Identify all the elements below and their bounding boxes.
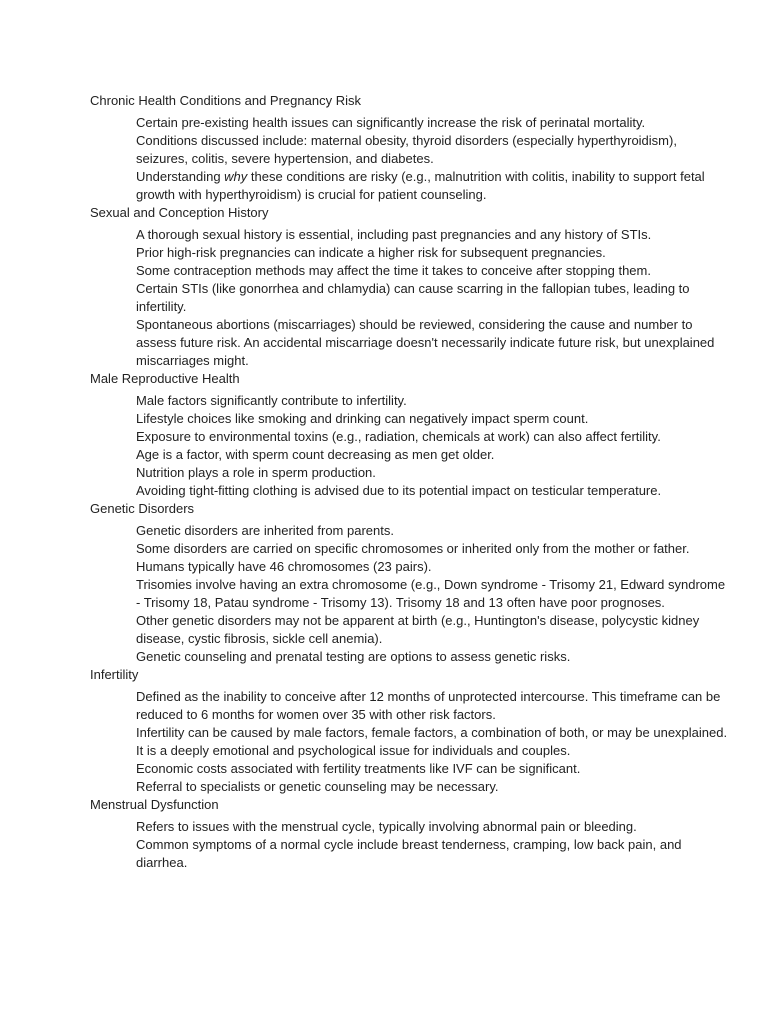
list-item: It is a deeply emotional and psychological issue for individuals and couples. bbox=[136, 743, 571, 758]
list-item bbox=[136, 168, 728, 204]
list-item: Common symptoms of a normal cycle include breast tenderness, cramping, low back pain, and diarrhea. bbox=[136, 837, 682, 870]
list-item: Certain STIs (like gonorrhea and chlamydia) can cause scarring in the fallopian tubes, leading to infertility. bbox=[136, 281, 690, 314]
list-item: Referral to specialists or genetic counseling may be necessary. bbox=[136, 779, 499, 794]
list-item: Nutrition plays a role in sperm production. bbox=[136, 465, 376, 480]
section-items bbox=[90, 818, 728, 872]
list-item: Certain pre-existing health issues can significantly increase the risk of perinatal mortality. bbox=[136, 115, 646, 130]
list-item: Age is a factor, with sperm count decreasing as men get older. bbox=[136, 447, 495, 462]
section-heading: Genetic Disorders bbox=[90, 501, 195, 516]
section-heading: Chronic Health Conditions and Pregnancy Risk bbox=[90, 93, 361, 108]
list-item: Lifestyle choices like smoking and drinking can negatively impact sperm count. bbox=[136, 411, 589, 426]
list-item: Male factors significantly contribute to infertility. bbox=[136, 393, 407, 408]
section-heading: Male Reproductive Health bbox=[90, 371, 240, 386]
list-item: Spontaneous abortions (miscarriages) should be reviewed, considering the cause and number to assess future risk. An accidental miscarriage doesn't necessarily indicate future risk, but unexplained miscarriages might. bbox=[136, 317, 715, 368]
text-segment: Understanding bbox=[136, 169, 225, 184]
section bbox=[90, 204, 728, 370]
section-heading: Menstrual Dysfunction bbox=[90, 797, 219, 812]
list-item: Economic costs associated with fertility treatments like IVF can be significant. bbox=[136, 761, 581, 776]
section bbox=[90, 666, 728, 796]
list-item: Conditions discussed include: maternal obesity, thyroid disorders (especially hyperthyroidism), seizures, colitis, severe hypertension, and diabetes. bbox=[136, 133, 677, 166]
list-item: Humans typically have 46 chromosomes (23 pairs). bbox=[136, 559, 432, 574]
list-item: Trisomies involve having an extra chromosome (e.g., Down syndrome - Trisomy 21, Edward syndrome - Trisomy 18, Patau syndrome - Trisomy 13). Trisomy 18 and 13 often have poor prognoses. bbox=[136, 577, 726, 610]
list-item: Some contraception methods may affect the time it takes to conceive after stopping them. bbox=[136, 263, 651, 278]
list-item: Other genetic disorders may not be apparent at birth (e.g., Huntington's disease, polycystic kidney disease, cystic fibrosis, sickle cell anemia). bbox=[136, 613, 700, 646]
section-items bbox=[90, 522, 728, 666]
section-items bbox=[90, 114, 728, 204]
section-items bbox=[90, 392, 728, 500]
list-item: Avoiding tight-fitting clothing is advised due to its potential impact on testicular temperature. bbox=[136, 483, 662, 498]
list-item: Genetic counseling and prenatal testing are options to assess genetic risks. bbox=[136, 649, 571, 664]
section-items bbox=[90, 226, 728, 370]
document-body bbox=[90, 92, 728, 872]
section bbox=[90, 92, 728, 204]
list-item: Exposure to environmental toxins (e.g., radiation, chemicals at work) can also affect fertility. bbox=[136, 429, 661, 444]
section bbox=[90, 796, 728, 872]
emphasis-text: why bbox=[224, 169, 248, 184]
list-item: A thorough sexual history is essential, including past pregnancies and any history of STIs. bbox=[136, 227, 652, 242]
section-items bbox=[90, 688, 728, 796]
list-item: Defined as the inability to conceive after 12 months of unprotected intercourse. This timeframe can be reduced to 6 months for women over 35 with other risk factors. bbox=[136, 689, 721, 722]
list-item: Some disorders are carried on specific chromosomes or inherited only from the mother or father. bbox=[136, 541, 690, 556]
section bbox=[90, 500, 728, 666]
list-item: Infertility can be caused by male factors, female factors, a combination of both, or may be unexplained. bbox=[136, 725, 728, 740]
list-item: Prior high-risk pregnancies can indicate a higher risk for subsequent pregnancies. bbox=[136, 245, 606, 260]
text-segment: these conditions are risky (e.g., malnutrition with colitis, inability to support fetal growth with hyperthyroidism) is crucial for patient counseling. bbox=[136, 169, 705, 202]
section bbox=[90, 370, 728, 500]
section-heading: Sexual and Conception History bbox=[90, 205, 269, 220]
list-item: Refers to issues with the menstrual cycle, typically involving abnormal pain or bleeding. bbox=[136, 819, 637, 834]
section-heading: Infertility bbox=[90, 667, 139, 682]
list-item: Genetic disorders are inherited from parents. bbox=[136, 523, 394, 538]
